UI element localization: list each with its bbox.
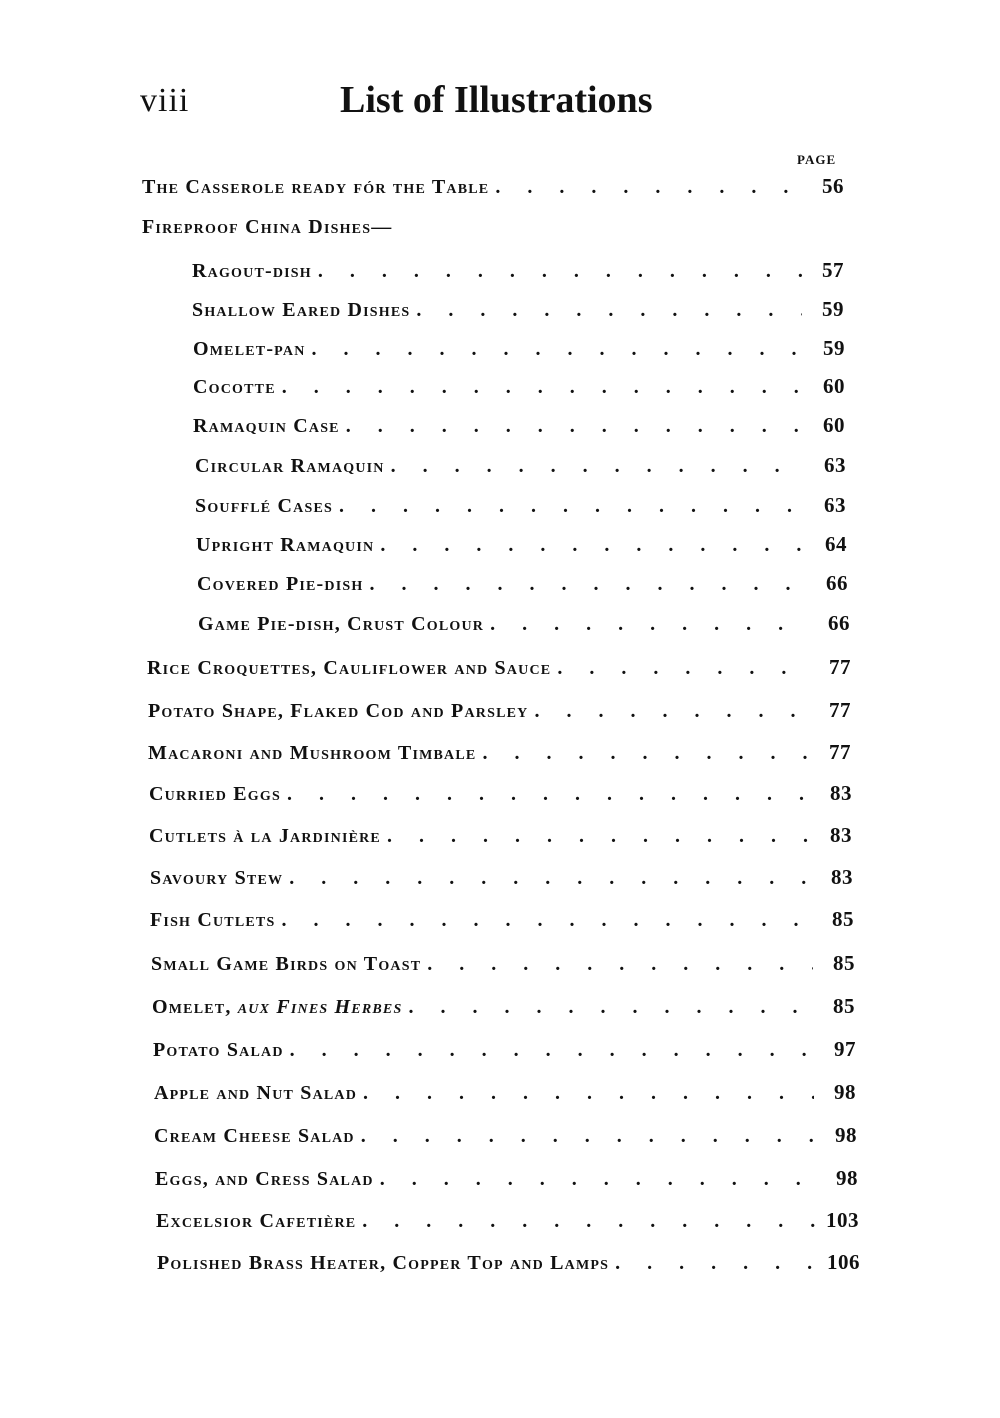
list-entry — [155, 1166, 858, 1198]
entry-title: Rice Croquettes, Cauliflower and Sauce — [147, 657, 552, 679]
entry-page: 57 — [822, 258, 844, 282]
dot-leader — [489, 176, 802, 199]
dot-leader — [421, 953, 813, 976]
entry-title: Cream Cheese Salad — [154, 1125, 355, 1147]
dot-leader — [528, 700, 809, 723]
list-entry — [151, 951, 855, 983]
entry-title: Game Pie-dish, Crust Colour — [198, 613, 485, 635]
list-entry — [147, 655, 851, 687]
entry-title: The Casserole ready fór the Table — [142, 176, 490, 198]
list-entry — [198, 611, 850, 643]
list-entry — [195, 493, 846, 525]
entry-title: Apple and Nut Salad — [154, 1082, 358, 1104]
dot-leader — [283, 867, 811, 890]
entry-title: Cutlets à la Jardinière — [149, 825, 381, 847]
page-title: List of Illustrations — [340, 79, 653, 121]
dot-leader — [385, 455, 804, 478]
dot-leader — [363, 573, 806, 596]
dot-leader — [484, 613, 808, 636]
entry-title: Polished Brass Heater, Copper Top and Lamps — [157, 1252, 610, 1274]
entry-page: 77 — [829, 655, 851, 679]
list-entry — [196, 532, 847, 564]
dot-leader — [551, 657, 809, 680]
entry-page: 98 — [835, 1123, 857, 1147]
entry-title: Upright Ramaquin — [196, 534, 375, 556]
list-entry — [193, 336, 845, 368]
list-entry — [153, 1037, 856, 1069]
list-entry — [156, 1208, 859, 1240]
dot-leader — [306, 338, 803, 361]
entry-page: 60 — [823, 374, 845, 398]
entry-page: 59 — [823, 336, 845, 360]
entry-page: 85 — [833, 994, 855, 1018]
entry-page: 63 — [824, 453, 846, 477]
entry-page: 83 — [831, 865, 853, 889]
list-entry — [197, 571, 848, 603]
entry-title: Ramaquin Case — [193, 415, 340, 437]
entry-title: Fish Cutlets — [150, 909, 276, 931]
list-section-heading — [142, 216, 844, 248]
entry-page: 56 — [822, 174, 844, 198]
dot-leader — [340, 415, 803, 438]
list-entry — [152, 994, 855, 1026]
entry-title: Potato Shape, Flaked Cod and Parsley — [148, 700, 529, 722]
list-entry — [154, 1123, 857, 1155]
entry-title: Eggs, and Cress Salad — [155, 1168, 374, 1190]
list-entry — [192, 258, 844, 290]
dot-leader — [276, 376, 803, 399]
entry-title: Soufflé Cases — [195, 495, 333, 517]
entry-page: 83 — [830, 781, 852, 805]
entry-title-italic: aux Fines Herbes — [237, 996, 403, 1018]
page-column-label: PAGE — [797, 152, 837, 167]
entry-page: 77 — [829, 698, 851, 722]
list-entry — [193, 413, 845, 445]
dot-leader — [312, 260, 802, 283]
list-entry — [148, 740, 851, 772]
entry-title: Macaroni and Mushroom Timbale — [148, 742, 477, 764]
entry-page: 66 — [826, 571, 848, 595]
entry-page: 66 — [828, 611, 850, 635]
entry-title: Omelet-pan — [193, 338, 306, 360]
entry-page: 64 — [825, 532, 847, 556]
entry-page: 63 — [824, 493, 846, 517]
dot-leader — [402, 996, 813, 1019]
list-entry — [193, 374, 845, 406]
entry-page: 83 — [830, 823, 852, 847]
dot-leader — [374, 1168, 816, 1191]
dot-leader — [333, 495, 804, 518]
dot-leader — [609, 1252, 818, 1275]
dot-leader — [381, 825, 810, 848]
list-entry — [192, 297, 844, 329]
list-entry — [149, 781, 852, 813]
list-entry — [150, 907, 854, 939]
entry-title-roman: Omelet, — [152, 996, 238, 1018]
dot-leader — [284, 1039, 814, 1062]
dot-leader — [476, 742, 809, 765]
dot-leader — [374, 534, 805, 557]
list-entry — [195, 453, 846, 485]
entry-page: 60 — [823, 413, 845, 437]
entry-page: 98 — [836, 1166, 858, 1190]
list-entry — [142, 174, 844, 206]
dot-leader — [275, 909, 812, 932]
entry-title: Small Game Birds on Toast — [151, 953, 422, 975]
entry-title: Ragout-dish — [192, 260, 312, 282]
entry-page: 59 — [822, 297, 844, 321]
dot-leader — [356, 1210, 817, 1233]
entry-title: Excelsior Cafetière — [156, 1210, 357, 1232]
entry-page: 106 — [827, 1250, 860, 1274]
dot-leader — [410, 299, 802, 322]
entry-title: Fireproof China Dishes— — [142, 216, 393, 238]
entry-page: 85 — [832, 907, 854, 931]
list-entry — [149, 823, 852, 855]
list-entry — [154, 1080, 856, 1112]
entry-title: Shallow Eared Dishes — [192, 299, 411, 321]
entry-title: Savoury Stew — [150, 867, 284, 889]
page-number: viii — [140, 82, 190, 119]
entry-title: Covered Pie-dish — [197, 573, 364, 595]
entry-title: Cocotte — [193, 376, 276, 398]
list-entry — [157, 1250, 860, 1282]
entry-page: 103 — [826, 1208, 859, 1232]
list-entry — [150, 865, 853, 897]
entry-title: Potato Salad — [153, 1039, 284, 1061]
entry-title: Curried Eggs — [149, 783, 281, 805]
dot-leader — [357, 1082, 814, 1105]
entry-title: Circular Ramaquin — [195, 455, 385, 477]
dot-leader — [355, 1125, 815, 1148]
entry-page: 77 — [829, 740, 851, 764]
entry-page: 97 — [834, 1037, 856, 1061]
dot-leader — [281, 783, 810, 806]
entry-page: 98 — [834, 1080, 856, 1104]
entry-page: 85 — [833, 951, 855, 975]
entry-title — [152, 996, 402, 1019]
list-entry — [148, 698, 851, 730]
